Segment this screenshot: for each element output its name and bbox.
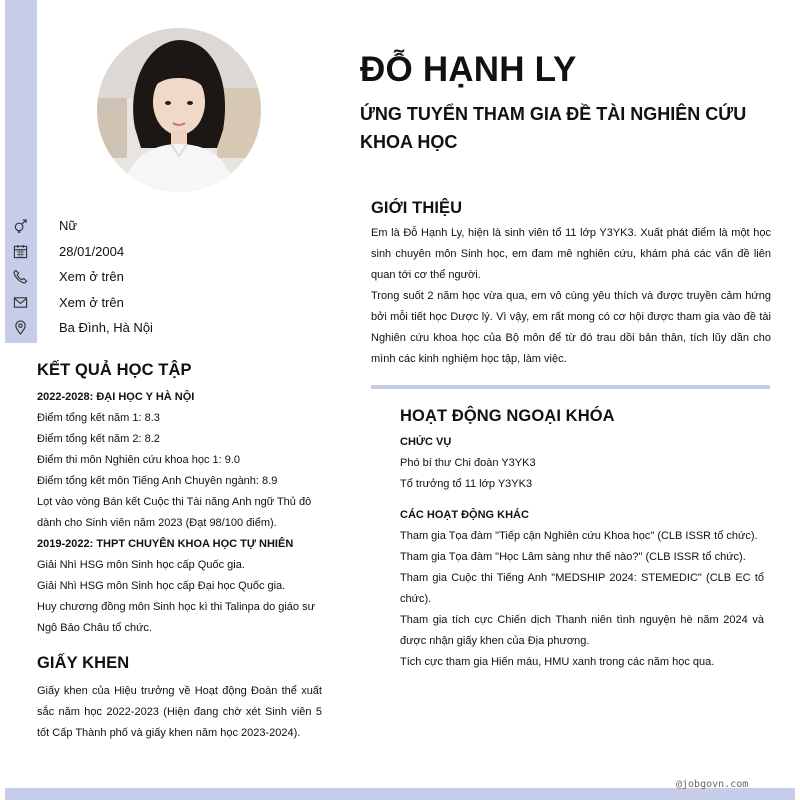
contact-info [10, 213, 340, 341]
contact-address [10, 315, 340, 341]
award-section [37, 654, 322, 744]
award-text: Giấy khen của Hiệu trưởng về Hoạt động Đoàn thể xuất sắc năm học 2022-2023 (Hiện đang chờ xét Sinh viên 5 tốt Cấp Thành phố và giấy khen năm học 2023-2024). [37, 685, 322, 739]
list-item: Điểm thi môn Nghiên cứu khoa học 1: 9.0 [37, 454, 241, 466]
award-heading: GIẤY KHEN [37, 654, 130, 672]
spacer [400, 495, 764, 505]
watermark: @jobgovn.com [676, 779, 749, 790]
phone-icon [10, 267, 30, 287]
mail-icon [10, 292, 30, 312]
phone-value: Xem ở trên [59, 269, 124, 285]
address-value: Ba Đình, Hà Nội [59, 320, 153, 336]
birthdate-value: 28/01/2004 [59, 243, 125, 259]
list-item: Giải Nhì HSG môn Sinh học cấp Đại học Quốc gia. [37, 580, 286, 592]
contact-phone [10, 264, 340, 290]
highschool-title: 2019-2022: THPT CHUYÊN KHOA HỌC TỰ NHIÊN [37, 538, 294, 550]
list-item: Tham gia Cuộc thi Tiếng Anh "MEDSHIP 2024: STEMEDIC" (CLB EC tổ chức). [400, 572, 764, 605]
list-item: Tham gia Tọa đàm "Học Lâm sàng như thế nào?" (CLB ISSR tổ chức). [400, 551, 746, 563]
list-item: Lọt vào vòng Bán kết Cuộc thi Tài năng Anh ngữ Thủ đô dành cho Sinh viên năm 2023 (Đạt 98/100 điểm). [37, 496, 312, 529]
candidate-name: ĐỖ HẠNH LY [360, 50, 577, 89]
extracurricular-heading: HOẠT ĐỘNG NGOẠI KHÓA [400, 407, 615, 425]
contact-birthdate [10, 239, 340, 265]
location-icon [10, 318, 30, 338]
email-value: Xem ở trên [59, 294, 124, 310]
list-item: Điểm tổng kết năm 2: 8.2 [37, 433, 160, 445]
gender-icon [10, 216, 30, 236]
portrait-photo [97, 28, 261, 192]
intro-paragraph-1: Em là Đỗ Hạnh Ly, hiện là sinh viên tổ 11 lớp Y3YK3. Xuất phát điểm là một học sinh chuyên môn Sinh học, em đam mê nghiên cứu, khám phá các vấn đề liên quan tới cơ thể người. [371, 227, 771, 281]
education-section [37, 361, 322, 639]
contact-email [10, 290, 340, 316]
list-item: Giải Nhì HSG môn Sinh học cấp Quốc gia. [37, 559, 245, 571]
list-item: Tham gia tích cực Chiến dịch Thanh niên tình nguyện hè năm 2024 và được nhận giấy khen của Địa phương. [400, 614, 764, 647]
contact-gender [10, 213, 340, 239]
extracurricular-section [400, 407, 764, 673]
section-divider [371, 385, 770, 389]
intro-heading: GIỚI THIỆU [371, 199, 463, 217]
gender-value: Nữ [59, 218, 78, 234]
list-item: Phó bí thư Chi đoàn Y3YK3 [400, 457, 536, 469]
target-role: ỨNG TUYỂN THAM GIA ĐỀ TÀI NGHIÊN CỨU KHOA HỌC [360, 104, 747, 152]
list-item: Huy chương đồng môn Sinh học kì thi Talinpa do giáo sư Ngô Bảo Châu tổ chức. [37, 601, 315, 634]
intro-section [371, 199, 771, 370]
calendar-icon [10, 241, 30, 261]
list-item: Điểm tổng kết năm 1: 8.3 [37, 412, 160, 424]
avatar [97, 28, 261, 192]
positions-heading: CHỨC VỤ [400, 436, 452, 448]
list-item: Tích cực tham gia Hiến máu, HMU xanh trong các năm học qua. [400, 656, 715, 668]
university-title: 2022-2028: ĐẠI HỌC Y HÀ NỘI [37, 391, 195, 403]
education-heading: KẾT QUẢ HỌC TẬP [37, 361, 192, 379]
list-item: Tham gia Tọa đàm "Tiếp cận Nghiên cứu Khoa học" (CLB ISSR tổ chức). [400, 530, 758, 542]
list-item: Điểm tổng kết môn Tiếng Anh Chuyên ngành: 8.9 [37, 475, 278, 487]
list-item: Tổ trưởng tổ 11 lớp Y3YK3 [400, 478, 533, 490]
intro-paragraph-2: Trong suốt 2 năm học vừa qua, em vô cùng yêu thích và được truyền cảm hứng bởi mỗi tiết học Dược lý. Vì vậy, em rất mong có cơ hội được tham gia vào đề tài Nghiên cứu khoa học của Bộ môn để từ đó trau dồi bản thân, tích lũy dần cho mình các kinh nghiệm học tập, làm việc. [371, 290, 771, 365]
activities-heading: CÁC HOẠT ĐỘNG KHÁC [400, 509, 529, 521]
